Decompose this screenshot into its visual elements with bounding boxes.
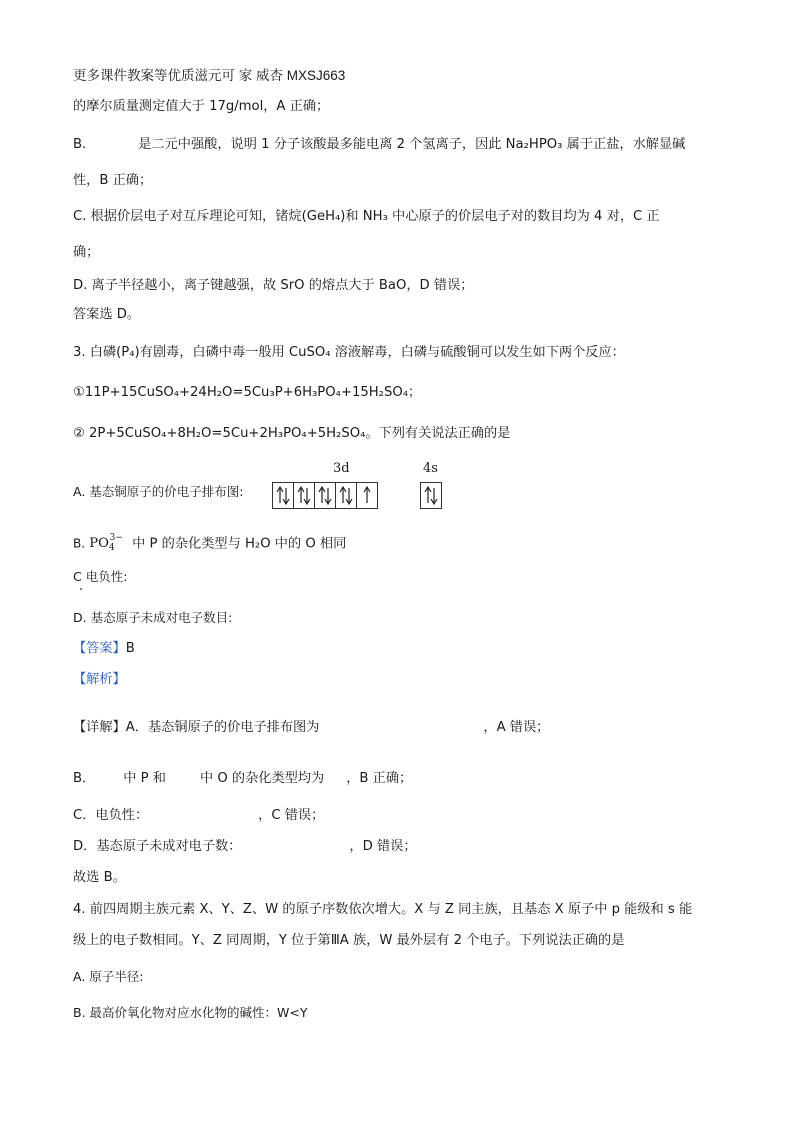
- reaction-1: ①11P+15CuSO₄+24H₂O=5Cu₃P+6H₃PO₄+15H₂SO₄；: [73, 385, 422, 400]
- q3-option-b-text: 中 P 的杂化类型与 H₂O 中的 O 相同: [132, 536, 347, 552]
- detail-a-result: ，A 错误；: [483, 720, 550, 735]
- q3-option-d: D. 基态原子未成对电子数目:: [73, 610, 233, 625]
- dot-mark: [80, 588, 82, 590]
- orbital-cell: [273, 483, 294, 508]
- orbital-cell: [357, 483, 377, 508]
- answer-label: 【答案】: [73, 641, 126, 656]
- spin-arrows: [357, 483, 377, 508]
- detail-a: [73, 719, 549, 737]
- q4-option-b: B. 最高价氧化物对应水化物的碱性：W<Y: [73, 1005, 308, 1020]
- line-answer-d: 答案选 D。: [73, 307, 141, 322]
- orbital-3d-label: 3d: [333, 461, 350, 476]
- question-4-stem-1: 4. 前四周期主族元素 X、Y、Z、W 的原子序数依次增大。X 与 Z 同主族，且基态 X 原子中 p 能级和 s 能: [73, 902, 693, 917]
- line-option-c-cont: 确；: [73, 245, 100, 260]
- line-molar-mass: 的摩尔质量测定值大于 17g/mol，A 正确；: [73, 99, 330, 114]
- orbital-diagram-4s: [420, 482, 442, 509]
- spin-arrows: [273, 483, 293, 508]
- q3-option-b: [73, 531, 346, 557]
- orbital-cell: [294, 483, 315, 508]
- option-b-label: B.: [73, 137, 87, 152]
- q3-option-a: A. 基态铜原子的价电子排布图:: [73, 484, 244, 499]
- orbital-cell: [315, 483, 336, 508]
- q3-option-c: C 电负性:: [73, 569, 128, 584]
- orbital-4s-label: 4s: [423, 461, 438, 476]
- detail-c: [73, 807, 324, 825]
- detail-label: 【详解】: [73, 720, 126, 735]
- detail-b: [73, 770, 412, 788]
- orbital-diagram-3d: [272, 482, 378, 509]
- detail-b-text-1: 中 P 和: [123, 771, 166, 786]
- q3-option-b-label: B.: [73, 536, 86, 551]
- phosphate-ion: $PO_4^{3-}$: [89, 533, 123, 554]
- detail-b-text-2: 中 O 的杂化类型均为: [199, 771, 325, 786]
- line-option-b-cont: 性，B 正确；: [73, 173, 153, 188]
- orbital-cell: [421, 483, 441, 508]
- q4-option-a: A. 原子半径:: [73, 969, 144, 984]
- conclusion: 故选 B。: [73, 870, 126, 885]
- reaction-2: ② 2P+5CuSO₄+8H₂O=5Cu+2H₃PO₄+5H₂SO₄。下列有关说法正确的是: [73, 426, 511, 441]
- orbital-cell: [336, 483, 357, 508]
- line-option-b: [73, 136, 685, 154]
- detail-c-text: C．电负性：: [73, 808, 149, 823]
- detail-d-text: D．基态原子未成对电子数：: [73, 839, 242, 854]
- spin-arrows: [336, 483, 356, 508]
- option-b-text: 是二元中强酸，说明 1 分子该酸最多能电离 2 个氢离子，因此 Na₂HPO₃ 属于正盐，水解显碱: [138, 137, 686, 152]
- detail-c-result: ，C 错误；: [258, 808, 325, 823]
- spin-arrows: [315, 483, 335, 508]
- spin-arrows: [421, 483, 441, 508]
- question-3-stem: 3. 白磷(P₄)有剧毒，白磷中毒一般用 CuSO₄ 溶液解毒，白磷与硫酸铜可以发生如下两个反应：: [73, 345, 625, 360]
- detail-b-label: B．: [73, 771, 96, 786]
- line-option-c: C. 根据价层电子对互斥理论可知，锗烷(GeH₄)和 NH₃ 中心原子的价层电子对的数目均为 4 对，C 正: [73, 209, 660, 224]
- spin-arrows: [294, 483, 314, 508]
- answer-value: B: [125, 641, 135, 656]
- question-4-stem-2: 级上的电子数相同。Y、Z 同周期，Y 位于第ⅢA 族，W 最外层有 2 个电子。下列说法正确的是: [73, 933, 625, 948]
- header-watermark: 更多课件教案等优质滋元可 家 威杏 MXSJ663: [73, 68, 346, 83]
- detail-a-text: A．基态铜原子的价电子排布图为: [125, 720, 320, 735]
- line-option-d: D. 离子半径越小，离子键越强，故 SrO 的熔点大于 BaO，D 错误；: [73, 278, 474, 293]
- detail-b-result: ，B 正确；: [346, 771, 413, 786]
- detail-d: [73, 838, 417, 856]
- answer-line: [73, 640, 135, 658]
- analysis-label: 【解析】: [73, 672, 126, 687]
- detail-d-result: ，D 错误；: [349, 839, 417, 854]
